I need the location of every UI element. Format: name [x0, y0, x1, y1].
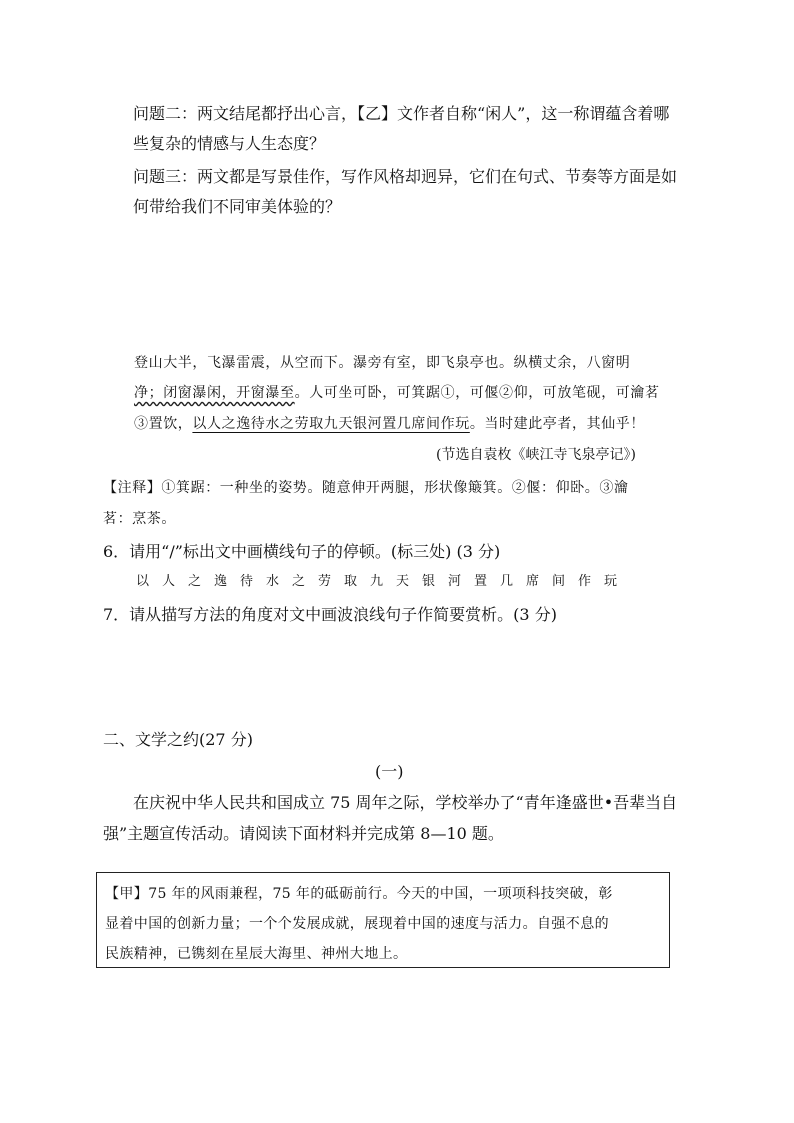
question-6-sentence: 以人之逸待水之劳取九天银河置几席间作玩 — [136, 574, 631, 589]
straight-underlined-sentence: 以人之逸待水之劳取九天银河置几席间作玩 — [192, 416, 470, 432]
material-box-line-2: 显着中国的创新力量；一个个发展成就，展现着中国的速度与活力。自强不息的 — [105, 916, 609, 932]
section-2-title: 二、文学之约(27 分) — [103, 730, 253, 749]
question-6: 6．请用“/”标出文中画横线句子的停顿。(标三处) (3 分) — [103, 542, 501, 561]
section-2-intro-line-2: 强”主题宣传活动。请阅读下面材料并完成第 8—10 题。 — [103, 824, 504, 843]
passage-line-1: 登山大半，飞瀑雷震，从空而下。瀑旁有室，即飞泉亭也。纵横丈余，八窗明 — [134, 355, 631, 371]
passage-line-3 — [134, 413, 645, 433]
section-2-intro-line-1: 在庆祝中华人民共和国成立 75 周年之际，学校举办了“青年逢盛世•吾辈当自 — [133, 793, 678, 812]
section-2-subtitle: (一) — [375, 762, 404, 781]
passage-line-2-rest: 。人可坐可卧，可箕踞①，可偃②仰，可放笔砚，可瀹茗 — [294, 385, 660, 401]
wavy-underlined-sentence: 净；闭窗瀑闲，开窗瀑至 — [134, 385, 295, 401]
passage-line-2 — [134, 382, 660, 402]
question-3-line-2: 何带给我们不同审美体验的？ — [133, 197, 342, 216]
question-2-line-1: 问题二：两文结尾都抒出心言，【乙】文作者自称“闲人”，这一称谓蕴含着哪 — [133, 104, 670, 123]
annotation-line-1: 【注释】①箕踞：一种坐的姿势。随意伸开两腿，形状像簸箕。②偃：仰卧。③瀹 — [103, 480, 629, 496]
material-box-line-1: 【甲】75 年的风雨兼程，75 年的砥砺前行。今天的中国，一项项科技突破，彰 — [105, 886, 613, 902]
passage-source: (节选自袁枚《峡江寺飞泉亭记》) — [436, 447, 636, 463]
passage-line-3-start: ③置饮， — [134, 416, 193, 432]
material-box-line-3: 民族精神，已镌刻在星辰大海里、神州大地上。 — [105, 946, 408, 962]
question-2-line-2: 些复杂的情感与人生态度？ — [133, 134, 326, 153]
passage-line-3-end: 。当时建此亭者，其仙乎！ — [469, 416, 646, 432]
annotation-line-2: 茗：烹茶。 — [103, 511, 176, 527]
question-7: 7．请从描写方法的角度对文中画波浪线句子作简要赏析。(3 分) — [103, 605, 557, 624]
question-3-line-1: 问题三：两文都是写景佳作，写作风格却迥异，它们在句式、节奏等方面是如 — [133, 167, 678, 186]
material-box — [96, 872, 670, 968]
